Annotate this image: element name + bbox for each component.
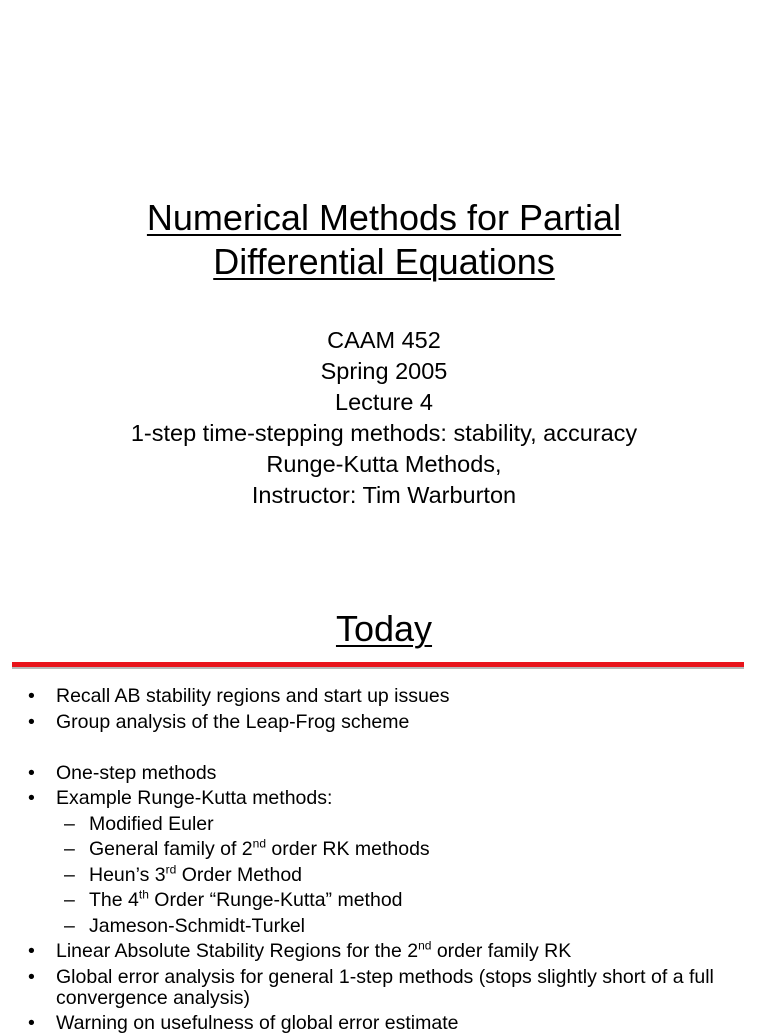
dash-marker: – [64,888,75,914]
list-spacer [0,735,768,761]
ordinal-suffix: nd [418,939,431,953]
today-heading [0,607,768,651]
ordinal-suffix: rd [166,862,177,876]
lecture-number: Lecture 4 [0,387,768,418]
bullet-marker: • [28,1011,35,1036]
agenda-subtext: The 4 [89,889,139,911]
course-code: CAAM 452 [0,325,768,356]
dash-marker: – [64,837,75,863]
agenda-subitem [0,837,768,863]
agenda-subtext: General family of 2 [89,838,253,860]
agenda-text: Group analysis of the Leap-Frog scheme [56,711,409,733]
agenda-item [0,761,768,787]
lecture-topic: 1-step time-stepping methods: stability, accuracy [0,418,768,449]
dash-marker: – [64,863,75,889]
bullet-marker: • [28,786,35,812]
agenda-subtext: Modified Euler [89,813,214,835]
agenda-text: Linear Absolute Stability Regions for the 2 [56,940,418,962]
bullet-marker: • [28,939,35,965]
today-title: Today [336,608,432,649]
agenda-subtext-rest: order RK methods [266,838,430,860]
agenda-text: Warning on usefulness of global error estimate [56,1012,458,1034]
agenda-text: Global error analysis for general 1-step methods (stops slightly short of a full convergence analysis) [56,966,714,1009]
agenda-item [0,684,768,710]
lecture-info [0,325,768,511]
agenda-item [0,1011,768,1036]
agenda-text-rest: order family RK [431,940,571,962]
red-divider [12,662,744,667]
agenda-subtext-rest: Order Method [176,864,302,886]
bullet-marker: • [28,967,35,988]
lecture-title-line2: Differential Equations [213,241,555,282]
lecture-title [0,196,768,284]
bullet-marker: • [28,761,35,787]
lecture-methods: Runge-Kutta Methods, [0,449,768,480]
dash-marker: – [64,914,75,940]
term: Spring 2005 [0,356,768,387]
agenda-item [0,967,768,1009]
agenda-subtext: Heun’s 3 [89,864,166,886]
agenda-subitem [0,812,768,838]
agenda-text: One-step methods [56,762,216,784]
agenda-subitem [0,863,768,889]
agenda-subitem [0,888,768,914]
agenda-subitem [0,914,768,940]
ordinal-suffix: nd [253,837,266,851]
bullet-marker: • [28,684,35,710]
bullet-marker: • [28,710,35,736]
agenda-subtext-rest: Order “Runge-Kutta” method [149,889,403,911]
agenda-text: Example Runge-Kutta methods: [56,787,332,809]
agenda-item [0,939,768,965]
dash-marker: – [64,812,75,838]
ordinal-suffix: th [139,888,149,902]
agenda-subtext: Jameson-Schmidt-Turkel [89,915,305,937]
instructor: Instructor: Tim Warburton [0,480,768,511]
agenda-item [0,786,768,812]
agenda-list [0,684,768,1036]
agenda-item [0,710,768,736]
agenda-text: Recall AB stability regions and start up issues [56,685,449,707]
lecture-title-line1: Numerical Methods for Partial [147,197,621,238]
